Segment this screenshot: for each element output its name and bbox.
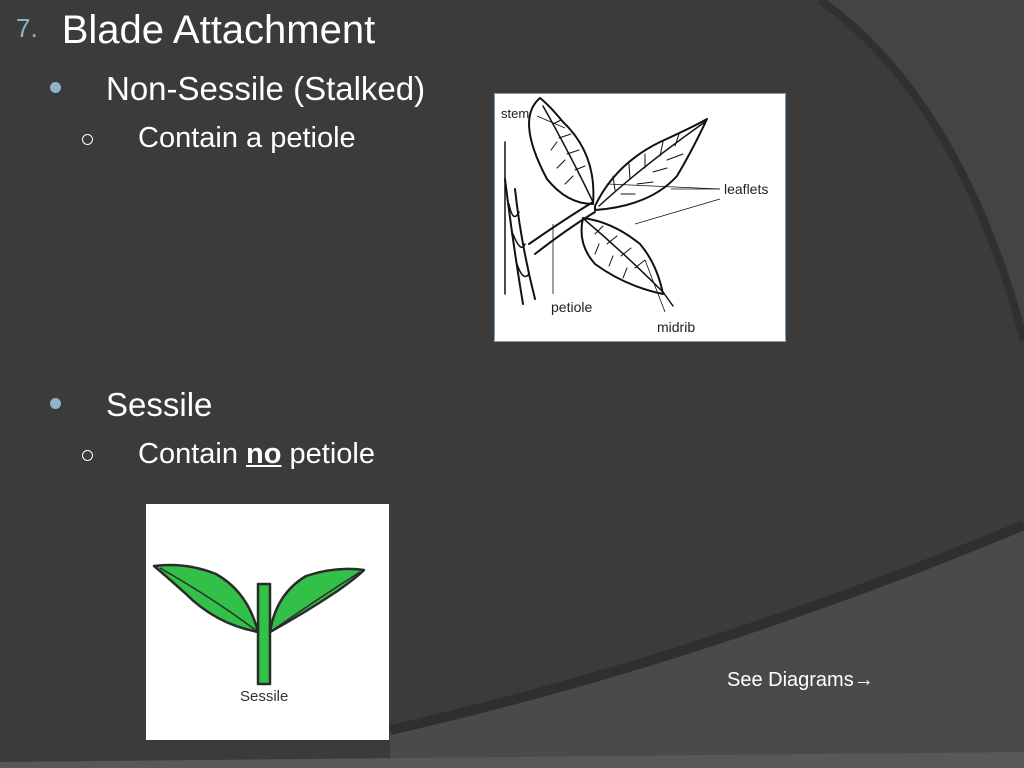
bullet-non-sessile-text: Non-Sessile (Stalked) — [106, 70, 426, 107]
label-stem: stem — [501, 106, 530, 121]
sessile-leaf-diagram — [146, 504, 389, 740]
see-diagrams-text: See Diagrams — [727, 669, 854, 691]
sub-bullet-petiole-text: Contain a petiole — [138, 122, 356, 154]
bullet-sessile — [106, 386, 212, 424]
label-leaflets: leaflets — [724, 181, 769, 197]
arrow-right-icon: → — [853, 669, 874, 691]
sub-bullet-petiole — [138, 122, 356, 155]
label-petiole: petiole — [551, 299, 593, 315]
bullet-ring-icon — [82, 450, 93, 461]
bullet-sessile-text: Sessile — [106, 386, 213, 423]
slide-number: 7. — [16, 13, 38, 43]
sub-bullet-prefix: Contain — [138, 438, 247, 470]
bullet-ring-icon — [82, 134, 93, 145]
slide-title-text: Blade Attachment — [61, 8, 376, 52]
sub-bullet-emphasis: no — [246, 438, 282, 470]
sub-bullet-suffix: petiole — [281, 438, 375, 470]
sub-bullet-no-petiole — [138, 438, 375, 471]
bullet-non-sessile — [106, 70, 425, 108]
bullet-dot-icon — [50, 398, 61, 409]
see-diagrams-link[interactable] — [727, 669, 874, 692]
stalked-leaf-diagram — [494, 93, 786, 342]
bullet-dot-icon — [50, 82, 61, 93]
label-midrib: midrib — [657, 319, 696, 335]
compound-leaf-drawing — [495, 94, 785, 341]
slide-title — [16, 8, 375, 53]
label-sessile: Sessile — [240, 688, 289, 705]
